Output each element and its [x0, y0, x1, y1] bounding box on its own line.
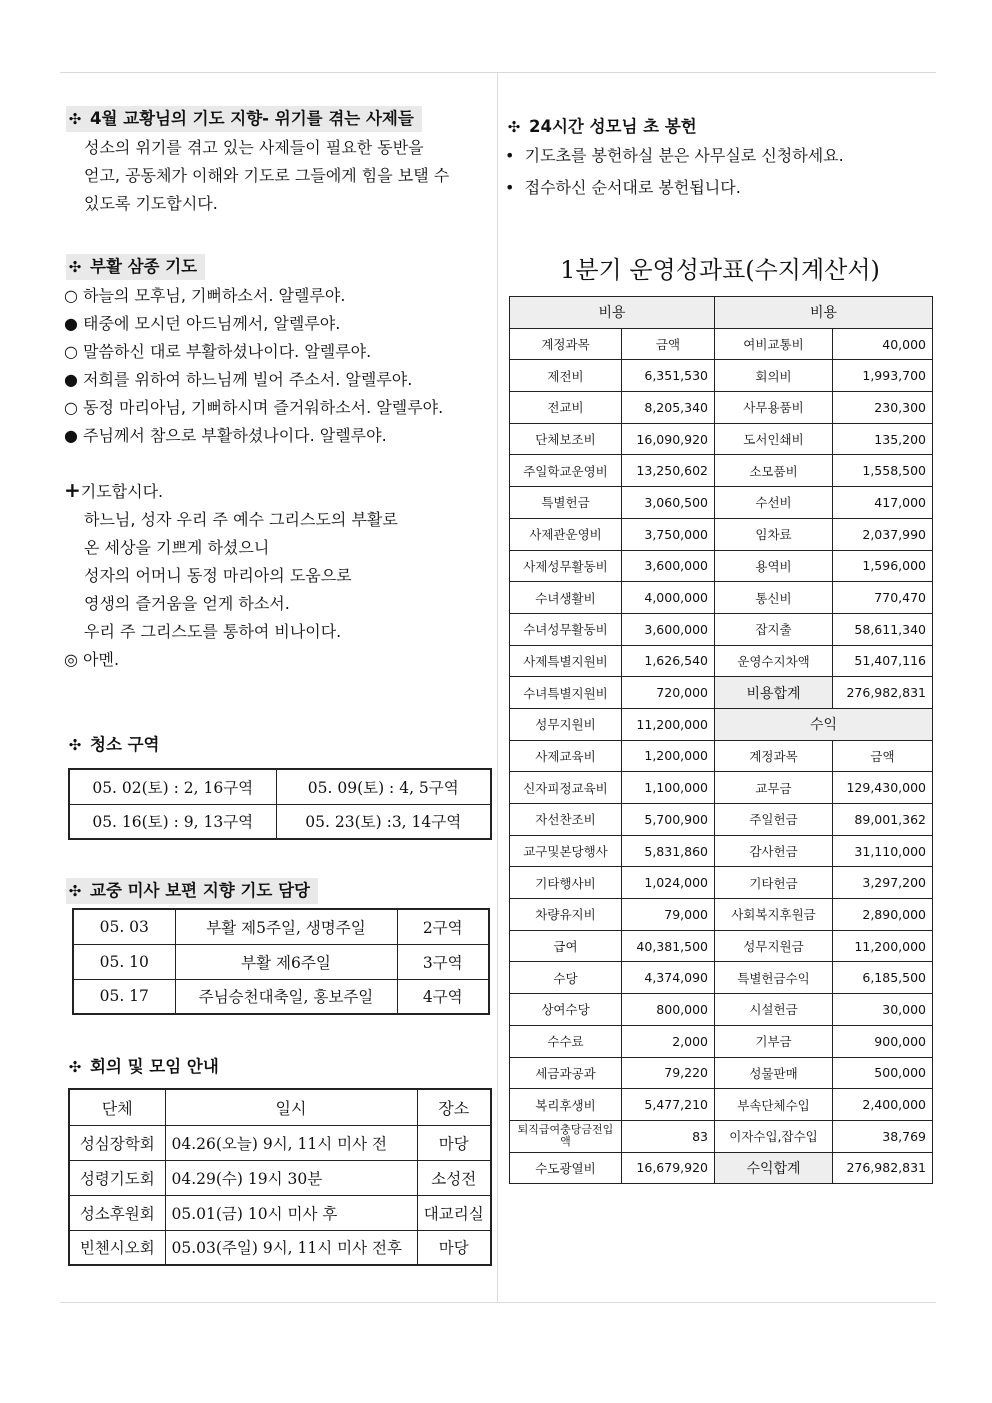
account-name: 여비교통비: [715, 328, 833, 360]
account-name: 잡지출: [715, 613, 833, 645]
amount: 2,000: [622, 1025, 715, 1057]
account-name: 단체보조비: [510, 423, 622, 455]
column-divider: [497, 72, 498, 1302]
cleaning-section: [66, 732, 494, 840]
table-cell: 3구역: [397, 944, 489, 979]
amount: 38,769: [833, 1120, 933, 1152]
table-cell: 마당: [417, 1230, 491, 1265]
account-name: 이자수입,잡수입: [715, 1120, 833, 1152]
amount: 3,297,200: [833, 867, 933, 899]
easter-prayer-heading: [66, 254, 205, 280]
table-row: [510, 804, 933, 836]
easter-prayer-title: 부활 삼종 기도: [90, 257, 198, 276]
account-name: 임차료: [715, 518, 833, 550]
table-cell: 주님승천대축일, 홍보주일: [175, 979, 397, 1014]
prayer-intention-section: [66, 106, 494, 218]
table-cell: 05.01(금) 10시 미사 후: [165, 1195, 417, 1230]
table-row: [69, 1125, 491, 1160]
table-row: [510, 550, 933, 582]
table-row: [510, 1152, 933, 1184]
table-row: [510, 613, 933, 645]
expense-total-label: 비용합계: [715, 677, 833, 709]
table-row: [510, 297, 933, 329]
table-row: [510, 392, 933, 424]
cleaning-heading: [66, 732, 160, 758]
cross-icon: ✣: [68, 110, 82, 128]
table-cell: 부활 제6주일: [175, 944, 397, 979]
table-row: [510, 994, 933, 1026]
table-cell: 성소후원회: [69, 1195, 165, 1230]
account-name: 성무지원비: [510, 708, 622, 740]
prayer-line: 성소의 위기를 겪고 있는 사제들이 필요한 동반을: [84, 138, 424, 157]
column-header: 계정과목: [510, 328, 622, 360]
cross-icon: ✣: [68, 882, 82, 900]
table-cell: 4구역: [397, 979, 489, 1014]
mass-intention-heading: [66, 878, 318, 904]
table-cell: 대교리실: [417, 1195, 491, 1230]
account-name: 복리후생비: [510, 1089, 622, 1121]
account-name: 사제성무활동비: [510, 550, 622, 582]
table-row: [510, 328, 933, 360]
prayer-line: ● 태중에 모시던 아드님께서, 알렐루야.: [64, 314, 341, 333]
bottom-rule: [60, 1302, 936, 1303]
amount: 3,750,000: [622, 518, 715, 550]
account-name: 자선찬조비: [510, 804, 622, 836]
table-cell: 05. 03: [73, 909, 175, 944]
amount: 40,000: [833, 328, 933, 360]
account-name: 수녀생활비: [510, 582, 622, 614]
account-name: 수수료: [510, 1025, 622, 1057]
account-name: 기타행사비: [510, 867, 622, 899]
meetings-title: 회의 및 모임 안내: [90, 1057, 219, 1076]
account-name: 특별헌금수익: [715, 962, 833, 994]
prayer-line: ○ 말씀하신 대로 부활하셨나이다. 알렐루야.: [64, 342, 372, 361]
account-name: 기타헌금: [715, 867, 833, 899]
table-cell: 2구역: [397, 909, 489, 944]
amount: 30,000: [833, 994, 933, 1026]
table-row: [69, 804, 491, 839]
table-row: [510, 1089, 933, 1121]
amount: 720,000: [622, 677, 715, 709]
table-row: [510, 740, 933, 772]
table-cell: 성령기도회: [69, 1160, 165, 1195]
table-row: [510, 1120, 933, 1152]
amount: 1,100,000: [622, 772, 715, 804]
easter-prayer-lines: [64, 282, 494, 450]
amen-line: ◎ 아멘.: [64, 650, 120, 669]
table-cell: 05. 09(토) : 4, 5구역: [276, 769, 491, 804]
bullet-text: 기도초를 봉헌하실 분은 사무실로 신청하세요.: [524, 146, 844, 165]
amount: 58,611,340: [833, 613, 933, 645]
table-cell: 부활 제5주일, 생명주일: [175, 909, 397, 944]
account-name: 교무금: [715, 772, 833, 804]
amount: 5,831,860: [622, 835, 715, 867]
amount: 79,220: [622, 1057, 715, 1089]
top-rule: [60, 72, 936, 73]
amount: 83: [622, 1120, 715, 1152]
table-cell: 05.03(주일) 9시, 11시 미사 전후: [165, 1230, 417, 1265]
prayer-line: 영생의 즐거움을 얻게 하소서.: [84, 594, 290, 613]
amount: 3,600,000: [622, 550, 715, 582]
amount: 1,596,000: [833, 550, 933, 582]
account-name: 성물판매: [715, 1057, 833, 1089]
cross-icon: ✣: [68, 736, 82, 754]
amount: 31,110,000: [833, 835, 933, 867]
account-name: 수선비: [715, 487, 833, 519]
amount: 11,200,000: [833, 930, 933, 962]
candle-bullet: • 기도초를 봉헌하실 분은 사무실로 신청하세요.: [505, 146, 844, 165]
amount: 5,700,900: [622, 804, 715, 836]
amount: 6,351,530: [622, 360, 715, 392]
prayer-line: ● 저희를 위하여 하느님께 빌어 주소서. 알렐루야.: [64, 370, 413, 389]
account-name: 부속단체수입: [715, 1089, 833, 1121]
account-name: 감사헌금: [715, 835, 833, 867]
account-name: 운영수지차액: [715, 645, 833, 677]
amount: 230,300: [833, 392, 933, 424]
finance-table: [509, 296, 933, 1184]
candle-section: [505, 106, 935, 202]
amount: 2,037,990: [833, 518, 933, 550]
table-row: [510, 772, 933, 804]
amount: 1,626,540: [622, 645, 715, 677]
mass-intention-table: [72, 908, 490, 1015]
account-name: 특별헌금: [510, 487, 622, 519]
table-row: [510, 899, 933, 931]
account-name: 시설헌금: [715, 994, 833, 1026]
candle-title: 24시간 성모님 초 봉헌: [529, 117, 697, 136]
column-header: 계정과목: [715, 740, 833, 772]
closing-prayer-body: [66, 506, 494, 646]
amount: 900,000: [833, 1025, 933, 1057]
table-row: [510, 518, 933, 550]
cross-icon: ✣: [68, 258, 82, 276]
amount: 51,407,116: [833, 645, 933, 677]
table-row: [69, 769, 491, 804]
expense-header: 비용: [715, 297, 933, 329]
prayer-line: 성자의 어머니 동정 마리아의 도움으로: [84, 566, 352, 585]
prayer-intention-title: 4월 교황님의 기도 지향- 위기를 겪는 사제들: [90, 109, 414, 128]
account-name: 주일헌금: [715, 804, 833, 836]
account-name: 기부금: [715, 1025, 833, 1057]
account-name: 수도광열비: [510, 1152, 622, 1184]
amount: 500,000: [833, 1057, 933, 1089]
plus-icon: +: [64, 478, 81, 502]
account-name: 교구및본당행사: [510, 835, 622, 867]
table-row: [510, 930, 933, 962]
prayer-line: ○ 하늘의 모후님, 기뻐하소서. 알렐루야.: [64, 286, 346, 305]
amount: 6,185,500: [833, 962, 933, 994]
amount: 1,993,700: [833, 360, 933, 392]
table-cell: 05. 02(토) : 2, 16구역: [69, 769, 276, 804]
account-name: 주일학교운영비: [510, 455, 622, 487]
cleaning-title: 청소 구역: [90, 735, 160, 754]
easter-prayer-section: [66, 254, 494, 674]
table-row: [510, 867, 933, 899]
table-cell: 빈첸시오회: [69, 1230, 165, 1265]
table-cell: 05. 16(토) : 9, 13구역: [69, 804, 276, 839]
account-name: 차량유지비: [510, 899, 622, 931]
prayer-line: ● 주님께서 참으로 부활하셨나이다. 알렐루야.: [64, 426, 387, 445]
table-cell: 04.29(수) 19시 30분: [165, 1160, 417, 1195]
table-cell: 04.26(오늘) 9시, 11시 미사 전: [165, 1125, 417, 1160]
account-name: 세금과공과: [510, 1057, 622, 1089]
mass-intention-title: 교중 미사 보편 지향 기도 담당: [90, 881, 310, 900]
column-header: 단체: [69, 1089, 165, 1125]
meetings-section: [66, 1054, 494, 1266]
prayer-line: 우리 주 그리스도를 통하여 비나이다.: [84, 622, 342, 641]
table-cell: 성심장학회: [69, 1125, 165, 1160]
account-name: 퇴직급여충당금전입액: [510, 1120, 622, 1152]
table-row: [510, 677, 933, 709]
cleaning-table: [68, 768, 492, 840]
table-row: [510, 360, 933, 392]
closing-prayer-heading: [64, 476, 494, 506]
amount: 89,001,362: [833, 804, 933, 836]
amount: 16,679,920: [622, 1152, 715, 1184]
amount: 770,470: [833, 582, 933, 614]
account-name: 사제특별지원비: [510, 645, 622, 677]
amount: 11,200,000: [622, 708, 715, 740]
table-row: [510, 645, 933, 677]
finance-title: 1분기 운영성과표(수지계산서): [560, 256, 880, 284]
closing-prayer-title: 기도합시다.: [80, 482, 164, 501]
account-name: 사제교육비: [510, 740, 622, 772]
account-name: 전교비: [510, 392, 622, 424]
prayer-line: 얻고, 공동체가 이해와 기도로 그들에게 힘을 보탤 수: [84, 166, 450, 185]
income-header: 수익: [715, 708, 933, 740]
right-column: [505, 106, 935, 1184]
column-header: 일시: [165, 1089, 417, 1125]
amount: 40,381,500: [622, 930, 715, 962]
amount: 1,200,000: [622, 740, 715, 772]
table-row: [510, 423, 933, 455]
prayer-intention-heading: [66, 106, 422, 132]
table-row: [510, 708, 933, 740]
column-header: 금액: [833, 740, 933, 772]
table-row: [510, 962, 933, 994]
prayer-line: ○ 동정 마리아님, 기뻐하시며 즐거워하소서. 알렐루야.: [64, 398, 444, 417]
table-row: [510, 1057, 933, 1089]
candle-bullet: • 접수하신 순서대로 봉헌됩니다.: [505, 178, 741, 197]
amount: 135,200: [833, 423, 933, 455]
account-name: 사회복지후원금: [715, 899, 833, 931]
account-name: 회의비: [715, 360, 833, 392]
table-row: [69, 1230, 491, 1265]
amount: 417,000: [833, 487, 933, 519]
table-cell: 05. 10: [73, 944, 175, 979]
meetings-heading: [66, 1054, 219, 1080]
account-name: 성무지원금: [715, 930, 833, 962]
account-name: 수당: [510, 962, 622, 994]
table-row: [510, 1025, 933, 1057]
prayer-line: 있도록 기도합시다.: [84, 194, 218, 213]
account-name: 사무용품비: [715, 392, 833, 424]
expense-total-amount: 276,982,831: [833, 677, 933, 709]
cross-icon: ✣: [507, 118, 521, 136]
table-row: [510, 835, 933, 867]
table-row: [510, 582, 933, 614]
account-name: 사제관운영비: [510, 518, 622, 550]
amount: 2,400,000: [833, 1089, 933, 1121]
mass-intention-section: [66, 878, 494, 1015]
table-row: [73, 909, 489, 944]
finance-table-body: [510, 297, 933, 1184]
amount: 5,477,210: [622, 1089, 715, 1121]
income-total-amount: 276,982,831: [833, 1152, 933, 1184]
account-name: 제전비: [510, 360, 622, 392]
amount: 1,558,500: [833, 455, 933, 487]
table-row: [510, 487, 933, 519]
column-header: 장소: [417, 1089, 491, 1125]
table-row: [510, 455, 933, 487]
amount: 129,430,000: [833, 772, 933, 804]
prayer-line: 온 세상을 기쁘게 하셨으니: [84, 538, 270, 557]
amount: 4,374,090: [622, 962, 715, 994]
account-name: 수녀특별지원비: [510, 677, 622, 709]
amount: 1,024,000: [622, 867, 715, 899]
account-name: 급여: [510, 930, 622, 962]
account-name: 통신비: [715, 582, 833, 614]
account-name: 수녀성무활동비: [510, 613, 622, 645]
table-row: [73, 979, 489, 1014]
amount: 13,250,602: [622, 455, 715, 487]
account-name: 신자피정교육비: [510, 772, 622, 804]
account-name: 용역비: [715, 550, 833, 582]
amount: 16,090,920: [622, 423, 715, 455]
table-row: [69, 1195, 491, 1230]
meetings-table: [68, 1088, 492, 1266]
amount: 79,000: [622, 899, 715, 931]
table-cell: 05. 23(토) :3, 14구역: [276, 804, 491, 839]
amount: 3,600,000: [622, 613, 715, 645]
account-name: 상여수당: [510, 994, 622, 1026]
income-total-label: 수익합계: [715, 1152, 833, 1184]
account-name: 소모품비: [715, 455, 833, 487]
amount: 8,205,340: [622, 392, 715, 424]
amount: 2,890,000: [833, 899, 933, 931]
expense-header: 비용: [510, 297, 715, 329]
amount: 3,060,500: [622, 487, 715, 519]
cross-icon: ✣: [68, 1058, 82, 1076]
amount: 800,000: [622, 994, 715, 1026]
amount: 4,000,000: [622, 582, 715, 614]
table-header-row: [69, 1089, 491, 1125]
account-name: 도서인쇄비: [715, 423, 833, 455]
bullet-text: 접수하신 순서대로 봉헌됩니다.: [524, 178, 741, 197]
prayer-intention-body: [66, 134, 494, 218]
table-row: [73, 944, 489, 979]
prayer-line: 하느님, 성자 우리 주 예수 그리스도의 부활로: [84, 510, 398, 529]
candle-heading: [505, 114, 697, 140]
table-row: [69, 1160, 491, 1195]
table-cell: 소성전: [417, 1160, 491, 1195]
table-cell: 05. 17: [73, 979, 175, 1014]
column-header: 금액: [622, 328, 715, 360]
table-cell: 마당: [417, 1125, 491, 1160]
